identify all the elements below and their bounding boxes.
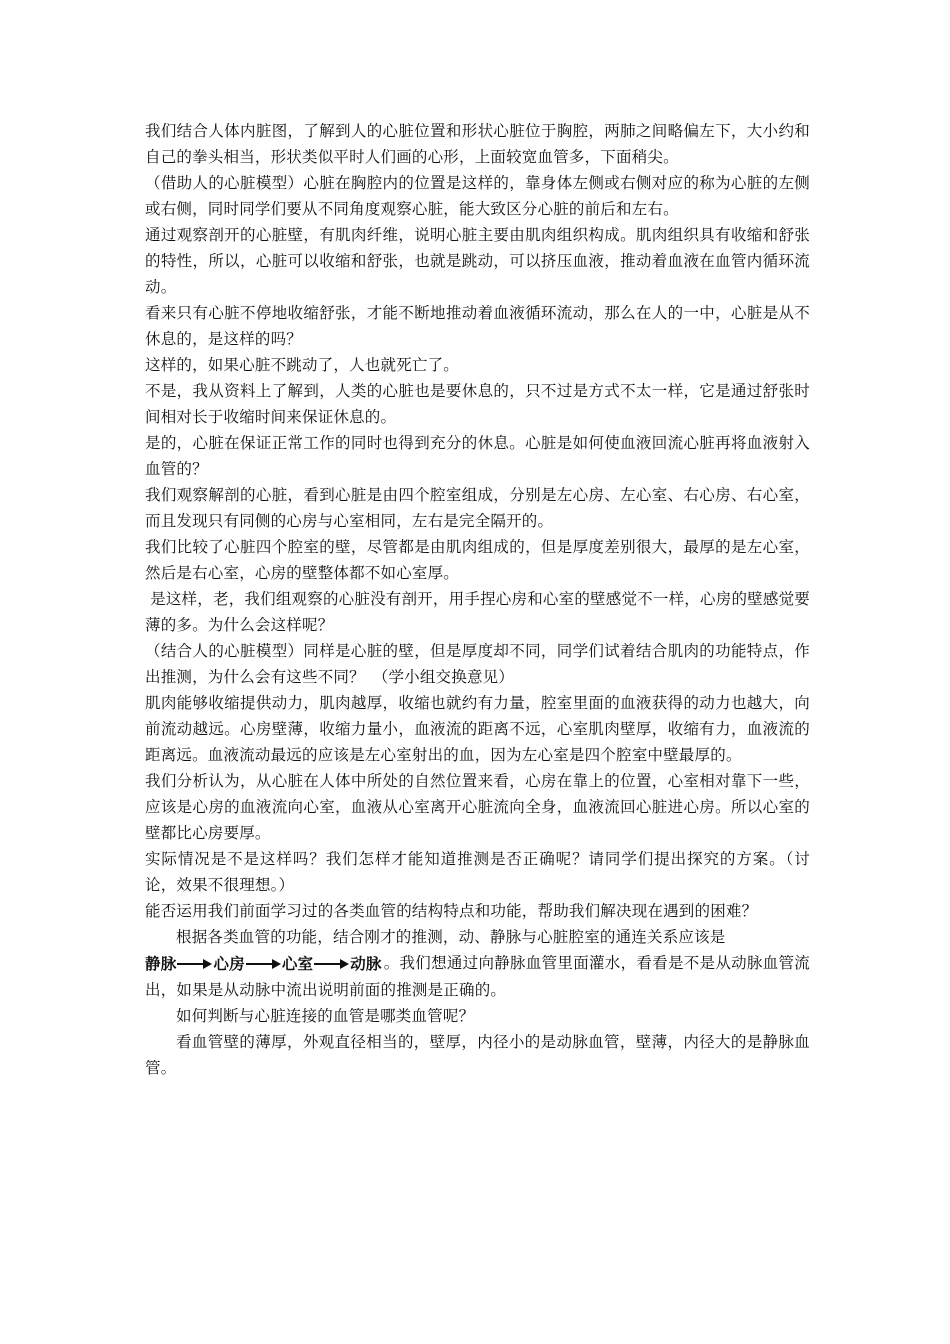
arrow-right-icon xyxy=(246,959,281,969)
paragraph: 能否运用我们前面学习过的各类血管的结构特点和功能，帮助我们解决现在遇到的困难？ xyxy=(145,902,758,920)
paragraph: 看血管壁的薄厚，外观直径相当的，壁厚，内径小的是动脉血管，壁薄，内径大的是静脉血管。 xyxy=(145,1033,810,1077)
paragraph: 肌肉能够收缩提供动力，肌肉越厚，收缩也就约有力量，腔室里面的血液获得的动力也越大，向前流动越远。心房壁薄，收缩力量小，血液流的距离不远，心室肌肉壁厚，收缩有力，血液流的距离远。血液流动最远的应该是左心室射出的血，因为左心室是四个腔室中壁最厚的。 xyxy=(145,694,810,764)
paragraph: 我们观察解剖的心脏，看到心脏是由四个腔室组成，分别是左心房、左心室、右心房、右心室，而且发现只有同侧的心房与心室相同，左右是完全隔开的。 xyxy=(145,486,810,530)
document-body xyxy=(145,118,810,1081)
flow-paragraph xyxy=(145,950,810,1003)
paragraph: 我们结合人体内脏图，了解到人的心脏位置和形状心脏位于胸腔，两肺之间略偏左下，大小约和自己的拳头相当，形状类似平时人们画的心形，上面较宽血管多，下面稍尖。 xyxy=(145,122,810,166)
paragraph: （结合人的心脏模型）同样是心脏的壁，但是厚度却不同，同学们试着结合肌肉的功能特点，作出推测，为什么会有这些不同？ （学小组交换意见） xyxy=(145,642,810,686)
paragraph: 我们分析认为，从心脏在人体中所处的自然位置来看，心房在靠上的位置，心室相对靠下一些，应该是心房的血液流向心室，血液从心室离开心脏流向全身，血液流回心脏进心房。所以心室的壁都比心房要厚。 xyxy=(145,772,810,842)
flow-step-vein: 静脉 xyxy=(145,955,177,973)
paragraph: 不是，我从资料上了解到，人类的心脏也是要休息的，只不过是方式不太一样，它是通过舒张时间相对长于收缩时间来保证休息的。 xyxy=(145,382,810,426)
paragraph: 通过观察剖开的心脏壁，有肌肉纤维，说明心脏主要由肌肉组织构成。肌肉组织具有收缩和舒张的特性，所以，心脏可以收缩和舒张，也就是跳动，可以挤压血液，推动着血液在血管内循环流动。 xyxy=(145,226,810,296)
paragraph: 是的，心脏在保证正常工作的同时也得到充分的休息。心脏是如何使血液回流心脏再将血液射入血管的？ xyxy=(145,434,810,478)
flow-followup-text: 我们想通过向静脉血管里面灌水，看看是不是从动脉血管流出，如果是从动脉中流出说明前面的推测是正确的。 xyxy=(145,954,811,999)
paragraph: 根据各类血管的功能，结合刚才的推测，动、静脉与心脏腔室的通连关系应该是 xyxy=(176,928,726,946)
flow-period: 。 xyxy=(383,954,400,972)
paragraph: 是这样，老，我们组观察的心脏没有剖开，用手捏心房和心室的壁感觉不一样，心房的壁感觉要薄的多。为什么会这样呢？ xyxy=(145,590,810,634)
paragraph: 看来只有心脏不停地收缩舒张，才能不断地推动着血液循环流动，那么在人的一中，心脏是从不休息的，是这样的吗？ xyxy=(145,304,810,348)
paragraph: 如何判断与心脏连接的血管是哪类血管呢？ xyxy=(176,1007,475,1025)
paragraph: 我们比较了心脏四个腔室的壁，尽管都是由肌肉组成的，但是厚度差别很大，最厚的是左心室，然后是右心室，心房的壁整体都不如心室厚。 xyxy=(145,538,810,582)
paragraph: 实际情况是不是这样吗？我们怎样才能知道推测是否正确呢？请同学们提出探究的方案。（讨论，效果不很理想。） xyxy=(145,850,810,894)
paragraph: （借助人的心脏模型）心脏在胸腔内的位置是这样的，靠身体左侧或右侧对应的称为心脏的左侧或右侧，同时同学们要从不同角度观察心脏，能大致区分心脏的前后和左右。 xyxy=(145,174,810,218)
flow-step-ventricle: 心室 xyxy=(281,955,314,973)
arrow-right-icon xyxy=(177,959,212,969)
arrow-right-icon xyxy=(314,959,349,969)
flow-step-artery: 动脉 xyxy=(350,955,382,973)
blood-flow-diagram xyxy=(145,951,382,977)
paragraph: 这样的，如果心脏不跳动了，人也就死亡了。 xyxy=(145,356,460,374)
flow-step-atrium: 心房 xyxy=(213,955,245,973)
